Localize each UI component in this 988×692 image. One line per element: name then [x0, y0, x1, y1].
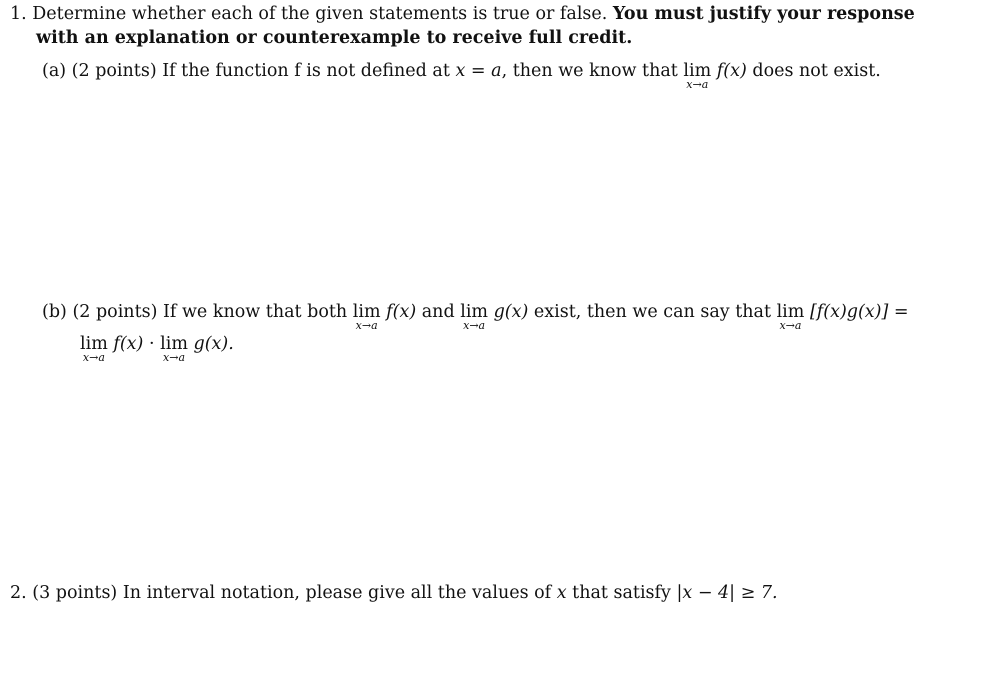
part-b-limit-f-2	[80, 333, 108, 364]
part-b-limit-g	[460, 301, 489, 332]
part-a-function: f(x)	[716, 61, 747, 81]
limit-word: lim	[160, 334, 188, 354]
part-b-text-before: If we know that both	[163, 302, 348, 322]
part-a-text-before: If the function f is not defined at	[162, 61, 450, 81]
question-2-points: (3 points)	[32, 583, 118, 603]
limit-subscript: x→a	[463, 319, 486, 332]
part-b-points: (2 points)	[72, 302, 158, 322]
part-b-f-expr: f(x)	[386, 302, 417, 322]
question-2	[10, 582, 778, 604]
question-1-number: 1.	[10, 4, 27, 24]
part-a-condition: x = a	[455, 61, 502, 81]
part-a-text-after: does not exist.	[752, 61, 881, 81]
part-b-f-expr-2: f(x)	[113, 334, 144, 354]
part-b-g-expr: g(x)	[493, 302, 529, 322]
question-2-text: In interval notation, please give all the values of	[122, 583, 552, 603]
question-1-instruction-line1: You must justify your response	[612, 4, 915, 24]
question-1b-line1	[42, 301, 909, 332]
question-2-text2: that satisfy	[572, 583, 671, 603]
part-a-limit	[683, 60, 712, 91]
limit-word: lim	[460, 302, 489, 322]
part-b-label: (b)	[42, 302, 67, 322]
question-1a	[42, 60, 881, 91]
question-2-inequality: |x − 4| ≥ 7.	[676, 583, 778, 603]
limit-subscript: x→a	[163, 351, 186, 364]
limit-subscript: x→a	[355, 319, 378, 332]
limit-word: lim	[352, 302, 381, 322]
limit-word: lim	[683, 61, 712, 81]
part-b-and: and	[421, 302, 455, 322]
part-b-text-middle: exist, then we can say that	[533, 302, 771, 322]
part-a-points: (2 points)	[71, 61, 157, 81]
limit-subscript: x→a	[82, 351, 105, 364]
limit-subscript: x→a	[779, 319, 802, 332]
part-b-limit-g-2	[160, 333, 188, 364]
part-b-product-expr: [f(x)g(x)] =	[809, 302, 909, 322]
part-a-label: (a)	[42, 61, 67, 81]
question-2-number: 2.	[10, 583, 27, 603]
limit-subscript: x→a	[686, 78, 709, 91]
part-b-end-g: g(x).	[193, 334, 234, 354]
part-a-text-middle: , then we know that	[501, 61, 678, 81]
question-1b-line2	[80, 333, 234, 364]
limit-word: lim	[80, 334, 108, 354]
question-1-intro: Determine whether each of the given statements is true or false.	[32, 4, 608, 24]
part-b-limit-product	[776, 301, 805, 332]
question-1-header	[10, 3, 915, 25]
question-1-instruction-line2: with an explanation or counterexample to receive full credit.	[36, 28, 633, 48]
question-2-var: x	[556, 583, 567, 603]
part-b-limit-f	[352, 301, 381, 332]
part-b-dot: ·	[148, 334, 155, 354]
limit-word: lim	[776, 302, 805, 322]
